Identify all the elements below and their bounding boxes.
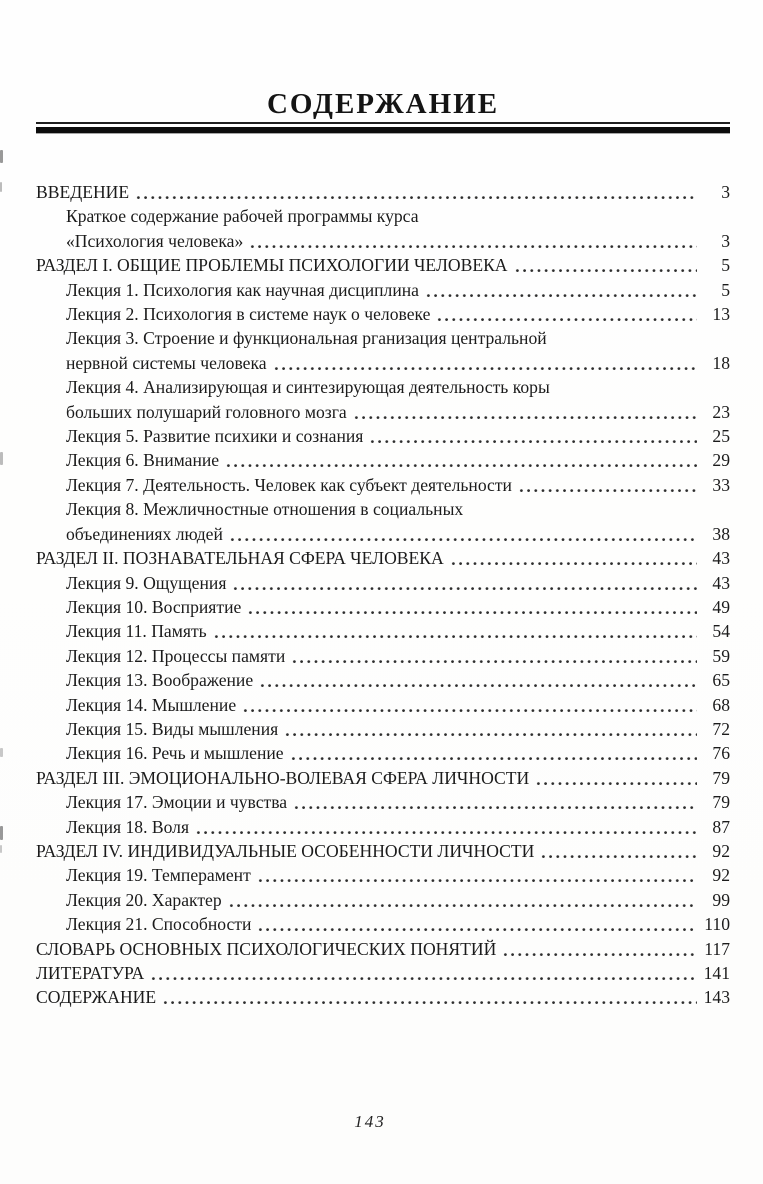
toc-entry-text: Лекция 17. Эмоции и чувства — [66, 792, 288, 813]
toc-row — [36, 961, 730, 985]
toc-page-number: 92 — [712, 865, 730, 886]
dot-leader — [450, 546, 697, 570]
dot-leader — [257, 912, 697, 936]
toc-entry-text: Краткое содержание рабочей программы курса — [66, 206, 419, 227]
toc-entry-text: объединениях людей — [66, 523, 223, 544]
toc-page-number: 3 — [721, 230, 730, 251]
toc-entry-text: Лекция 9. Ощущения — [66, 572, 227, 593]
toc-row — [36, 229, 730, 253]
dot-leader — [195, 815, 697, 839]
footer-page-number: 143 — [354, 1112, 386, 1131]
dot-leader — [259, 668, 697, 692]
toc-entry-text: Лекция 13. Воображение — [66, 670, 254, 691]
toc-entry-text: Лекция 4. Анализирующая и синтезирующая деятельность коры — [66, 377, 550, 398]
toc-row — [36, 546, 730, 570]
toc-entry-text: Лекция 18. Воля — [66, 816, 190, 837]
toc-page-number: 43 — [712, 572, 730, 593]
toc-row — [36, 278, 730, 302]
toc-row — [36, 693, 730, 717]
toc-row — [36, 790, 730, 814]
toc-page-number: 49 — [712, 596, 730, 617]
toc-row — [36, 766, 730, 790]
toc-page-number: 76 — [712, 743, 730, 764]
dot-leader — [257, 863, 697, 887]
toc-entry-text: ВВЕДЕНИЕ — [36, 182, 130, 202]
toc-page-number: 65 — [712, 670, 730, 691]
toc-entry-text: Лекция 3. Строение и функциональная рганизация центральной — [66, 328, 547, 349]
toc-page-number: 87 — [712, 816, 730, 837]
dot-leader — [535, 766, 697, 790]
toc-row — [36, 375, 730, 399]
dot-leader — [502, 937, 697, 961]
toc-page-number: 29 — [712, 450, 730, 471]
dot-leader — [229, 522, 697, 546]
scan-artifact — [0, 452, 3, 465]
toc-row — [36, 619, 730, 643]
toc-row — [36, 985, 730, 1009]
toc-entry-text: РАЗДЕЛ II. ПОЗНАВАТЕЛЬНАЯ СФЕРА ЧЕЛОВЕКА — [36, 548, 444, 569]
toc-row — [36, 839, 730, 863]
toc-row — [36, 326, 730, 350]
toc-entry-text: Лекция 11. Память — [66, 621, 207, 642]
toc-entry-text: РАЗДЕЛ I. ОБЩИЕ ПРОБЛЕМЫ ПСИХОЛОГИИ ЧЕЛОВЕКА — [36, 255, 508, 276]
scan-artifact — [0, 826, 3, 840]
toc-row — [36, 253, 730, 277]
dot-leader — [290, 741, 697, 765]
toc-entry-text: Лекция 16. Речь и мышление — [66, 743, 284, 764]
toc-entry-text: Лекция 10. Восприятие — [66, 596, 242, 617]
toc-row — [36, 815, 730, 839]
toc-page-number: 5 — [721, 255, 730, 276]
dot-leader — [242, 693, 697, 717]
dot-leader — [228, 888, 697, 912]
title-thin-rule — [36, 122, 730, 124]
toc-entry-text: Лекция 12. Процессы памяти — [66, 645, 286, 666]
scan-artifact — [0, 845, 2, 853]
toc-row — [36, 473, 730, 497]
toc-entry-text: Лекция 19. Темперамент — [66, 865, 251, 886]
toc-page-number: 79 — [712, 767, 730, 788]
dot-leader — [291, 644, 697, 668]
toc-entry-text: больших полушарий головного мозга — [66, 401, 347, 422]
dot-leader — [436, 302, 697, 326]
toc-entry-text: «Психология человека» — [66, 230, 244, 251]
toc-entry-text: Лекция 14. Мышление — [66, 694, 237, 715]
toc-page-number: 72 — [712, 718, 730, 739]
dot-leader — [284, 717, 697, 741]
toc-entry-text: Лекция 20. Характер — [66, 889, 222, 910]
dot-leader — [540, 839, 697, 863]
toc-page-number: 143 — [703, 987, 730, 1008]
scan-artifact — [0, 182, 2, 192]
toc-row — [36, 741, 730, 765]
dot-leader — [518, 473, 697, 497]
toc-entry-text: РАЗДЕЛ III. ЭМОЦИОНАЛЬНО-ВОЛЕВАЯ СФЕРА ЛИЧНОСТИ — [36, 767, 530, 788]
page-content — [36, 0, 730, 1010]
toc-entry-text: СОДЕРЖАНИЕ — [36, 987, 157, 1008]
toc-entry-text: нервной системы человека — [66, 352, 267, 373]
toc-page-number: 3 — [721, 182, 730, 202]
toc-page-number: 141 — [703, 963, 730, 983]
scan-artifact — [0, 150, 3, 163]
toc-entry-text: Лекция 6. Внимание — [66, 450, 220, 471]
dot-leader — [425, 278, 697, 302]
toc-entry-text: Лекция 1. Психология как научная дисциплина — [66, 279, 419, 300]
toc-page-number: 92 — [712, 840, 730, 861]
toc-row — [36, 302, 730, 326]
toc-row — [36, 400, 730, 424]
toc-row — [36, 424, 730, 448]
toc-row — [36, 448, 730, 472]
toc-page-number: 79 — [712, 792, 730, 813]
toc-entry-text: Лекция 8. Межличностные отношения в социальных — [66, 499, 464, 520]
toc-page-number: 43 — [712, 548, 730, 569]
toc-row — [36, 644, 730, 668]
dot-leader — [514, 253, 697, 277]
toc-page-number: 13 — [712, 304, 730, 325]
dot-leader — [249, 229, 697, 253]
dot-leader — [162, 985, 697, 1009]
toc-row — [36, 912, 730, 936]
page-title: СОДЕРЖАНИЕ — [266, 88, 500, 120]
toc-page-number: 117 — [704, 938, 730, 959]
toc-entry-text: Лекция 21. Способности — [66, 914, 252, 935]
toc-entry-text: Лекция 5. Развитие психики и сознания — [66, 426, 364, 447]
toc-entry-text: Лекция 15. Виды мышления — [66, 718, 279, 739]
toc-list — [36, 180, 730, 1010]
toc-page-number: 68 — [712, 694, 730, 715]
dot-leader — [232, 571, 697, 595]
toc-page-number: 5 — [721, 279, 730, 300]
dot-leader — [247, 595, 697, 619]
toc-row — [36, 668, 730, 692]
toc-page-number: 99 — [712, 889, 730, 910]
dot-leader — [150, 961, 697, 985]
toc-page-number: 25 — [712, 426, 730, 447]
toc-row — [36, 937, 730, 961]
toc-entry-text: РАЗДЕЛ IV. ИНДИВИДУАЛЬНЫЕ ОСОБЕННОСТИ ЛИЧНОСТИ — [36, 840, 535, 861]
toc-entry-text: Лекция 2. Психология в системе наук о человеке — [66, 304, 431, 325]
toc-page-number: 54 — [712, 621, 730, 642]
toc-entry-text: Лекция 7. Деятельность. Человек как субъект деятельности — [66, 474, 512, 495]
scan-artifact — [0, 748, 3, 757]
toc-row — [36, 717, 730, 741]
dot-leader — [293, 790, 697, 814]
toc-row — [36, 595, 730, 619]
dot-leader — [135, 180, 697, 204]
toc-page-number: 33 — [712, 474, 730, 495]
toc-row — [36, 351, 730, 375]
toc-page-number: 23 — [712, 401, 730, 422]
toc-entry-text: СЛОВАРЬ ОСНОВНЫХ ПСИХОЛОГИЧЕСКИХ ПОНЯТИЙ — [36, 938, 497, 959]
toc-page-number: 59 — [712, 645, 730, 666]
toc-row — [36, 180, 730, 204]
dot-leader — [353, 400, 697, 424]
toc-row — [36, 497, 730, 521]
title-thick-rule — [36, 127, 730, 133]
toc-page-number: 18 — [712, 352, 730, 373]
dot-leader — [225, 448, 697, 472]
toc-row — [36, 888, 730, 912]
toc-page-number: 110 — [704, 914, 730, 935]
toc-row — [36, 863, 730, 887]
dot-leader — [369, 424, 697, 448]
toc-page-number: 38 — [712, 523, 730, 544]
dot-leader — [273, 351, 697, 375]
dot-leader — [213, 619, 697, 643]
toc-row — [36, 571, 730, 595]
toc-row — [36, 522, 730, 546]
toc-row — [36, 204, 730, 228]
toc-entry-text: ЛИТЕРАТУРА — [36, 963, 145, 983]
